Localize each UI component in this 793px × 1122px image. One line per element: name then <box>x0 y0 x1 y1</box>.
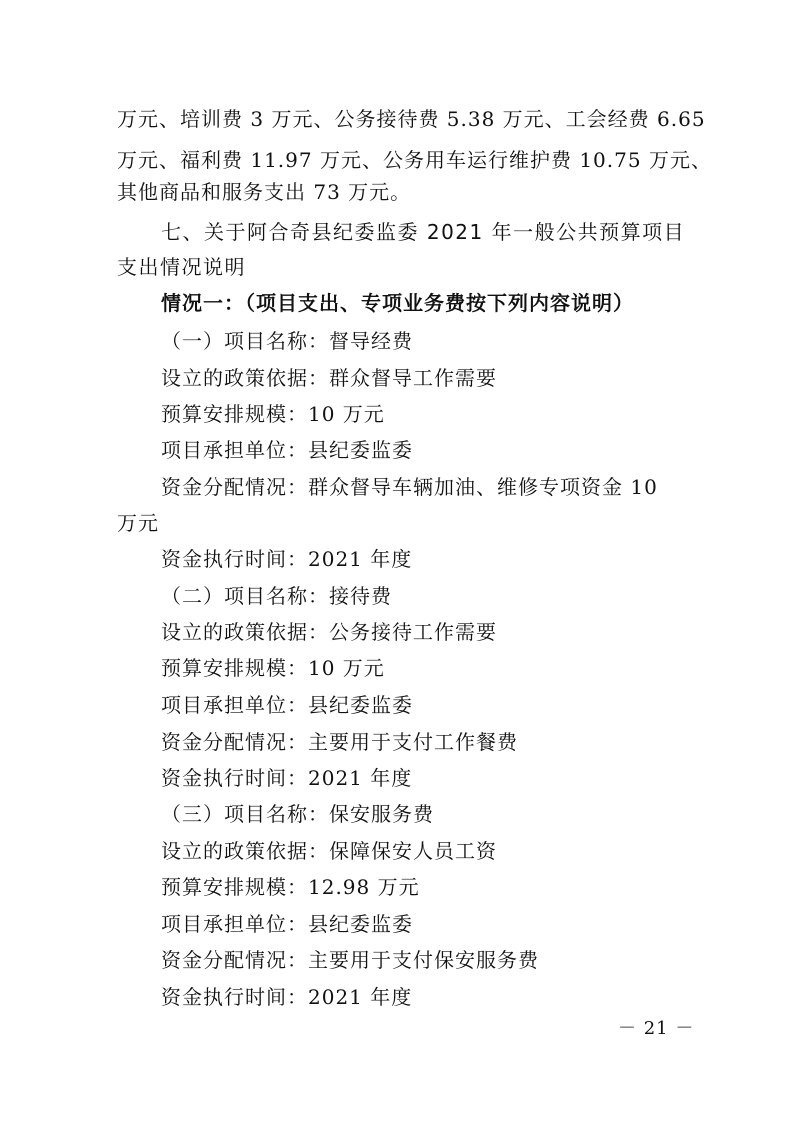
project-basis: 设立的政策依据：公务接待工作需要 <box>161 620 497 644</box>
project-name: （三）项目名称：保安服务费 <box>161 802 434 826</box>
project-scale: 预算安排规模：12.98 万元 <box>161 875 420 899</box>
section-heading: 七、关于阿合奇县纪委监委 2021 年一般公共预算项目 <box>161 220 686 244</box>
project-time: 资金执行时间：2021 年度 <box>161 766 413 790</box>
project-name: （一）项目名称：督导经费 <box>161 329 413 353</box>
project-time: 资金执行时间：2021 年度 <box>161 547 413 571</box>
project-allocation: 资金分配情况：主要用于支付工作餐费 <box>161 730 518 754</box>
paragraph-line: 其他商品和服务支出 73 万元。 <box>117 180 412 204</box>
project-unit: 项目承担单位：县纪委监委 <box>161 693 413 717</box>
page-number: － 21 － <box>618 1018 695 1039</box>
project-basis: 设立的政策依据：保障保安人员工资 <box>161 839 497 863</box>
project-unit: 项目承担单位：县纪委监委 <box>161 912 413 936</box>
section-heading-continued: 支出情况说明 <box>117 255 246 279</box>
subsection-heading: 情况一：（项目支出、专项业务费按下列内容说明） <box>161 291 634 315</box>
paragraph-line: 万元、培训费 3 万元、公务接待费 5.38 万元、工会经费 6.65 <box>117 107 706 131</box>
project-unit: 项目承担单位：县纪委监委 <box>161 438 413 462</box>
project-allocation-continued: 万元 <box>117 511 159 535</box>
project-basis: 设立的政策依据：群众督导工作需要 <box>161 366 497 390</box>
project-scale: 预算安排规模：10 万元 <box>161 656 385 680</box>
project-name: （二）项目名称：接待费 <box>161 584 392 608</box>
project-scale: 预算安排规模：10 万元 <box>161 402 385 426</box>
project-time: 资金执行时间：2021 年度 <box>161 985 413 1009</box>
project-allocation: 资金分配情况：群众督导车辆加油、维修专项资金 10 <box>161 475 658 499</box>
paragraph-line: 万元、福利费 11.97 万元、公务用车运行维护费 10.75 万元、 <box>117 148 712 172</box>
project-allocation: 资金分配情况：主要用于支付保安服务费 <box>161 948 539 972</box>
